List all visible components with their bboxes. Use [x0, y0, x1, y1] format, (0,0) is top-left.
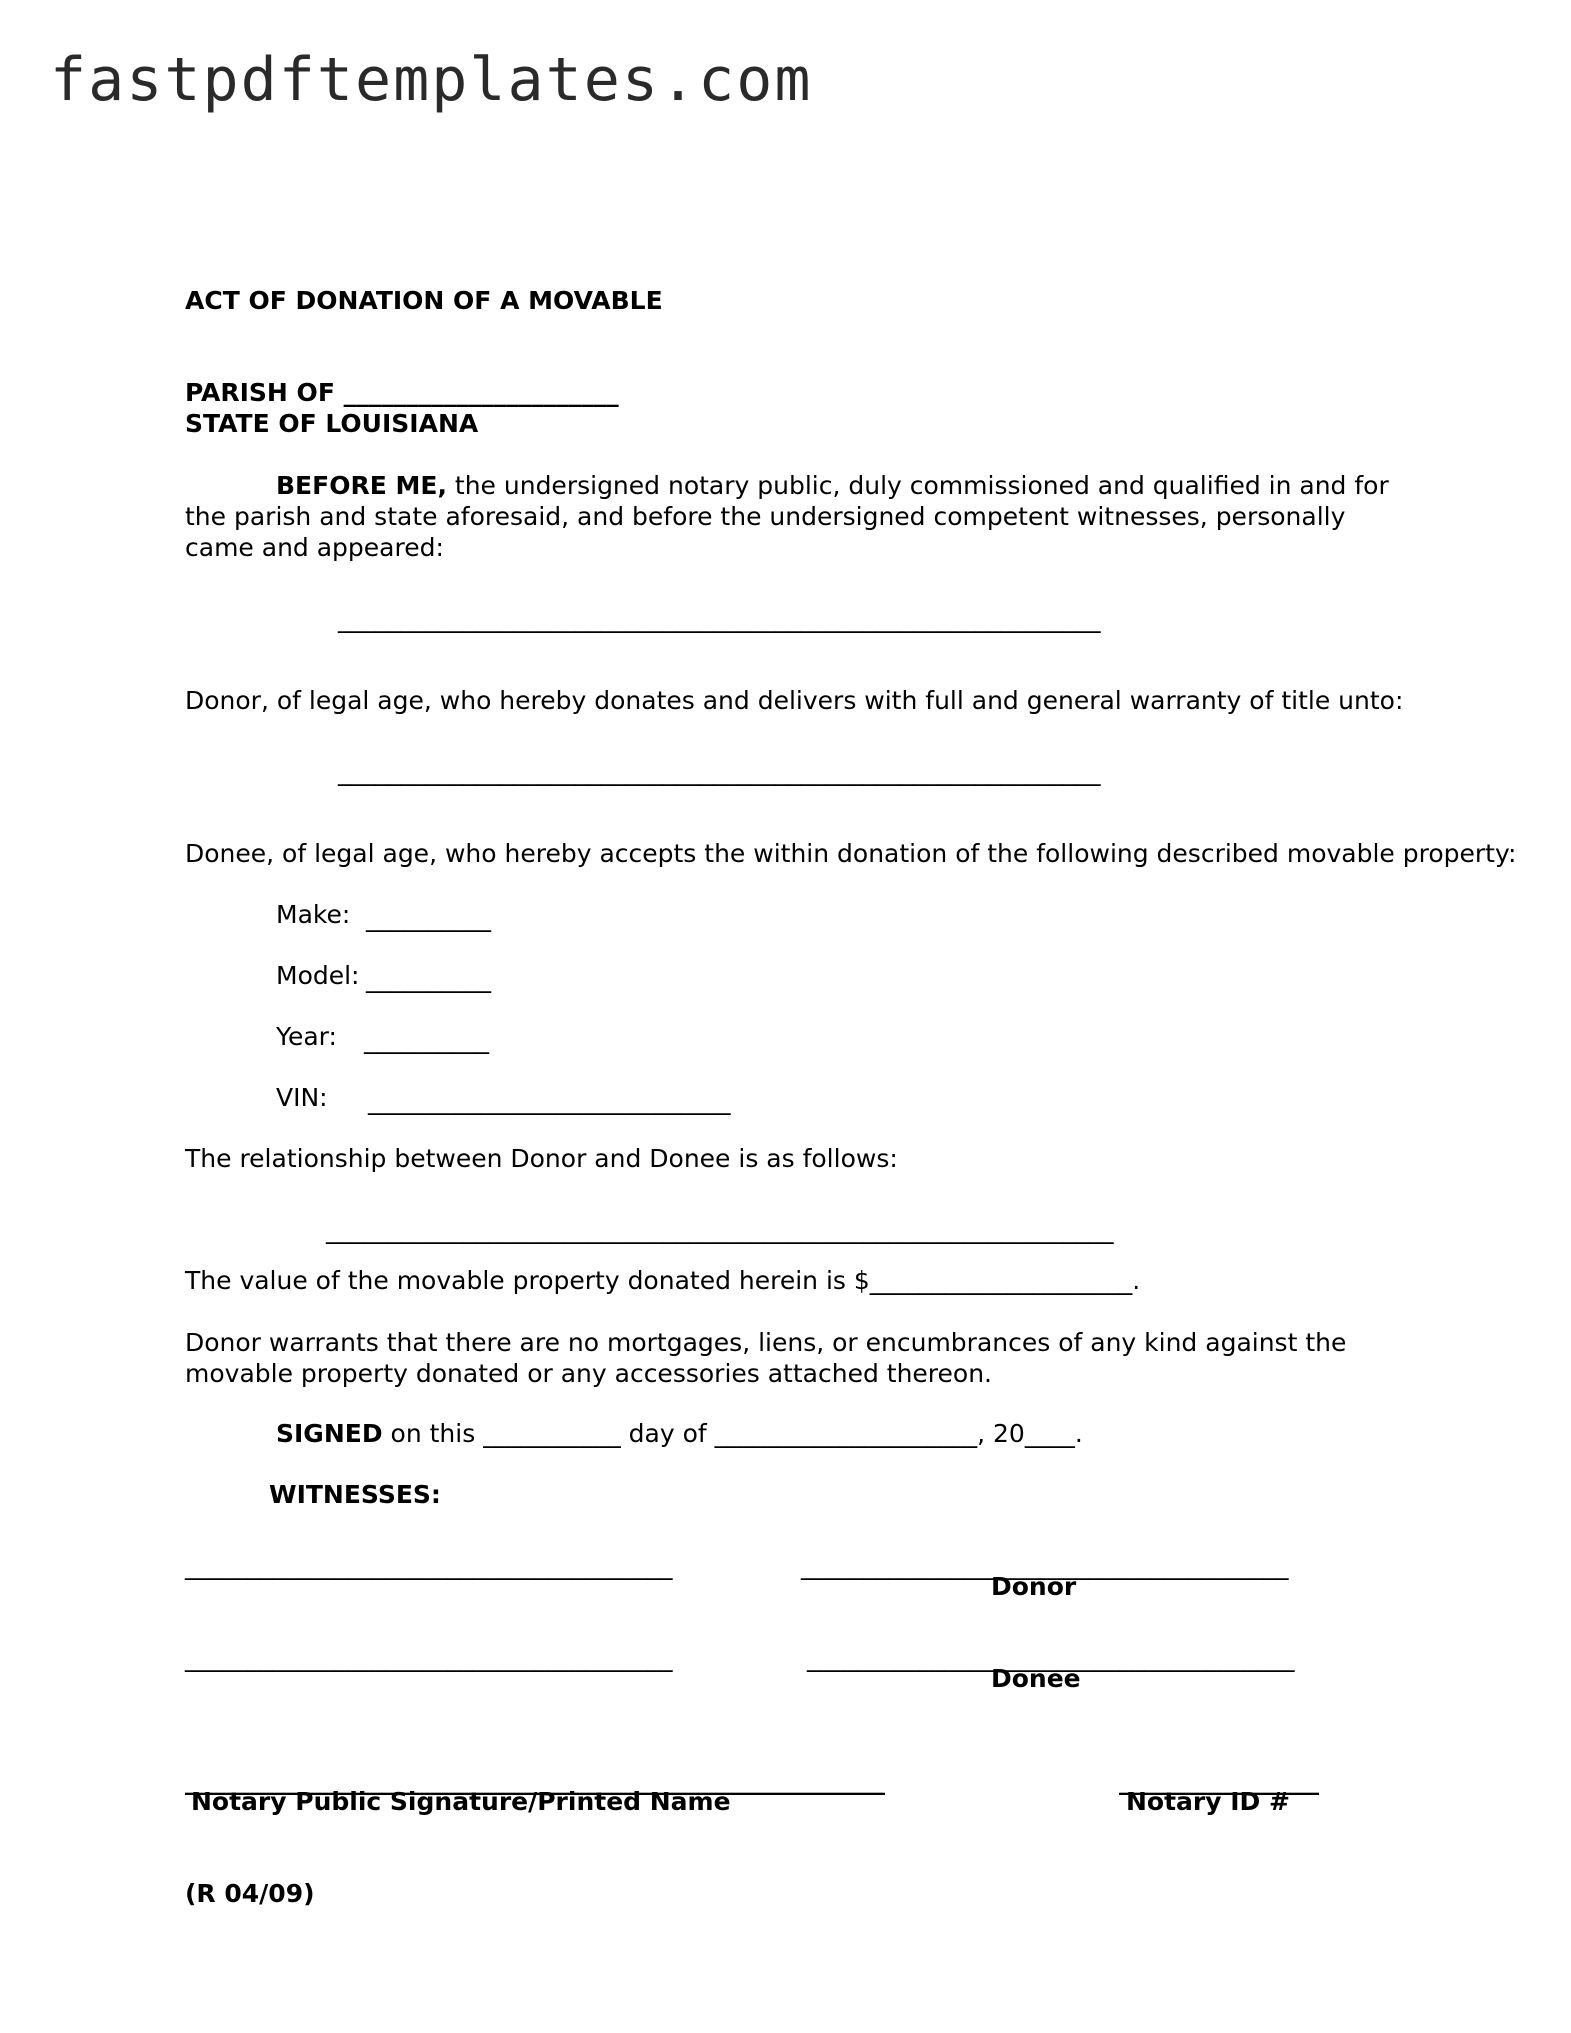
donor-name-blank[interactable]: _____________________________________________________________ — [338, 604, 1101, 633]
make-field[interactable]: __________ — [366, 903, 491, 932]
donor-signature-line[interactable]: _______________________________________ — [801, 1551, 1289, 1580]
parish-line: PARISH OF ______________________ — [185, 378, 619, 407]
signed-line — [276, 1419, 1083, 1449]
intro-lead: BEFORE ME, — [276, 471, 447, 500]
relationship-statement: The relationship between Donor and Donee is as follows: — [185, 1144, 898, 1173]
donor-statement: Donor, of legal age, who hereby donates and delivers with full and general warranty of title unto: — [185, 686, 1404, 715]
make-label: Make: — [276, 900, 351, 929]
signed-text: on this ___________ day of _____________________, 20____. — [382, 1419, 1083, 1448]
year-field[interactable]: __________ — [364, 1025, 489, 1054]
donor-label: Donor — [991, 1572, 1077, 1601]
notary-label: Notary Public Signature/Printed Name — [191, 1787, 731, 1816]
witness-2-signature-line[interactable]: _______________________________________ — [185, 1643, 673, 1672]
notary-id-label: Notary ID # — [1126, 1787, 1290, 1816]
year-label: Year: — [276, 1022, 337, 1051]
signed-lead: SIGNED — [276, 1419, 383, 1448]
vin-field[interactable]: _____________________________ — [368, 1086, 731, 1115]
donee-statement: Donee, of legal age, who hereby accepts the within donation of the following described movable property: — [185, 839, 1517, 868]
vin-label: VIN: — [276, 1083, 328, 1112]
witness-1-signature-line[interactable]: _______________________________________ — [185, 1551, 673, 1580]
donee-name-blank[interactable]: _____________________________________________________________ — [338, 757, 1101, 786]
model-label: Model: — [276, 961, 360, 990]
witnesses-label: WITNESSES: — [269, 1480, 441, 1509]
state-line: STATE OF LOUISIANA — [185, 409, 479, 438]
warranty-statement: Donor warrants that there are no mortgages, liens, or encumbrances of any kind against the movable property donated or any accessories attached thereon. — [185, 1328, 1347, 1388]
donee-label: Donee — [991, 1664, 1081, 1693]
donee-signature-line[interactable]: _______________________________________ — [807, 1643, 1295, 1672]
intro-text: the undersigned notary public, duly commissioned and qualified in and for the parish and state aforesaid, and before the undersigned competent witnesses, personally came and appeared: — [185, 471, 1389, 562]
intro-paragraph — [185, 470, 1395, 563]
watermark: fastpdftemplates.com — [50, 45, 813, 115]
notary-id-line[interactable]: ________________ — [1119, 1766, 1319, 1795]
notary-signature-line[interactable]: ________________________________________________________ — [185, 1766, 885, 1795]
relationship-blank[interactable]: _______________________________________________________________ — [326, 1215, 1114, 1244]
value-statement: The value of the movable property donated herein is $_____________________. — [185, 1266, 1141, 1295]
revision-code: (R 04/09) — [185, 1879, 315, 1908]
document-title: ACT OF DONATION OF A MOVABLE — [185, 286, 663, 315]
model-field[interactable]: __________ — [366, 964, 491, 993]
